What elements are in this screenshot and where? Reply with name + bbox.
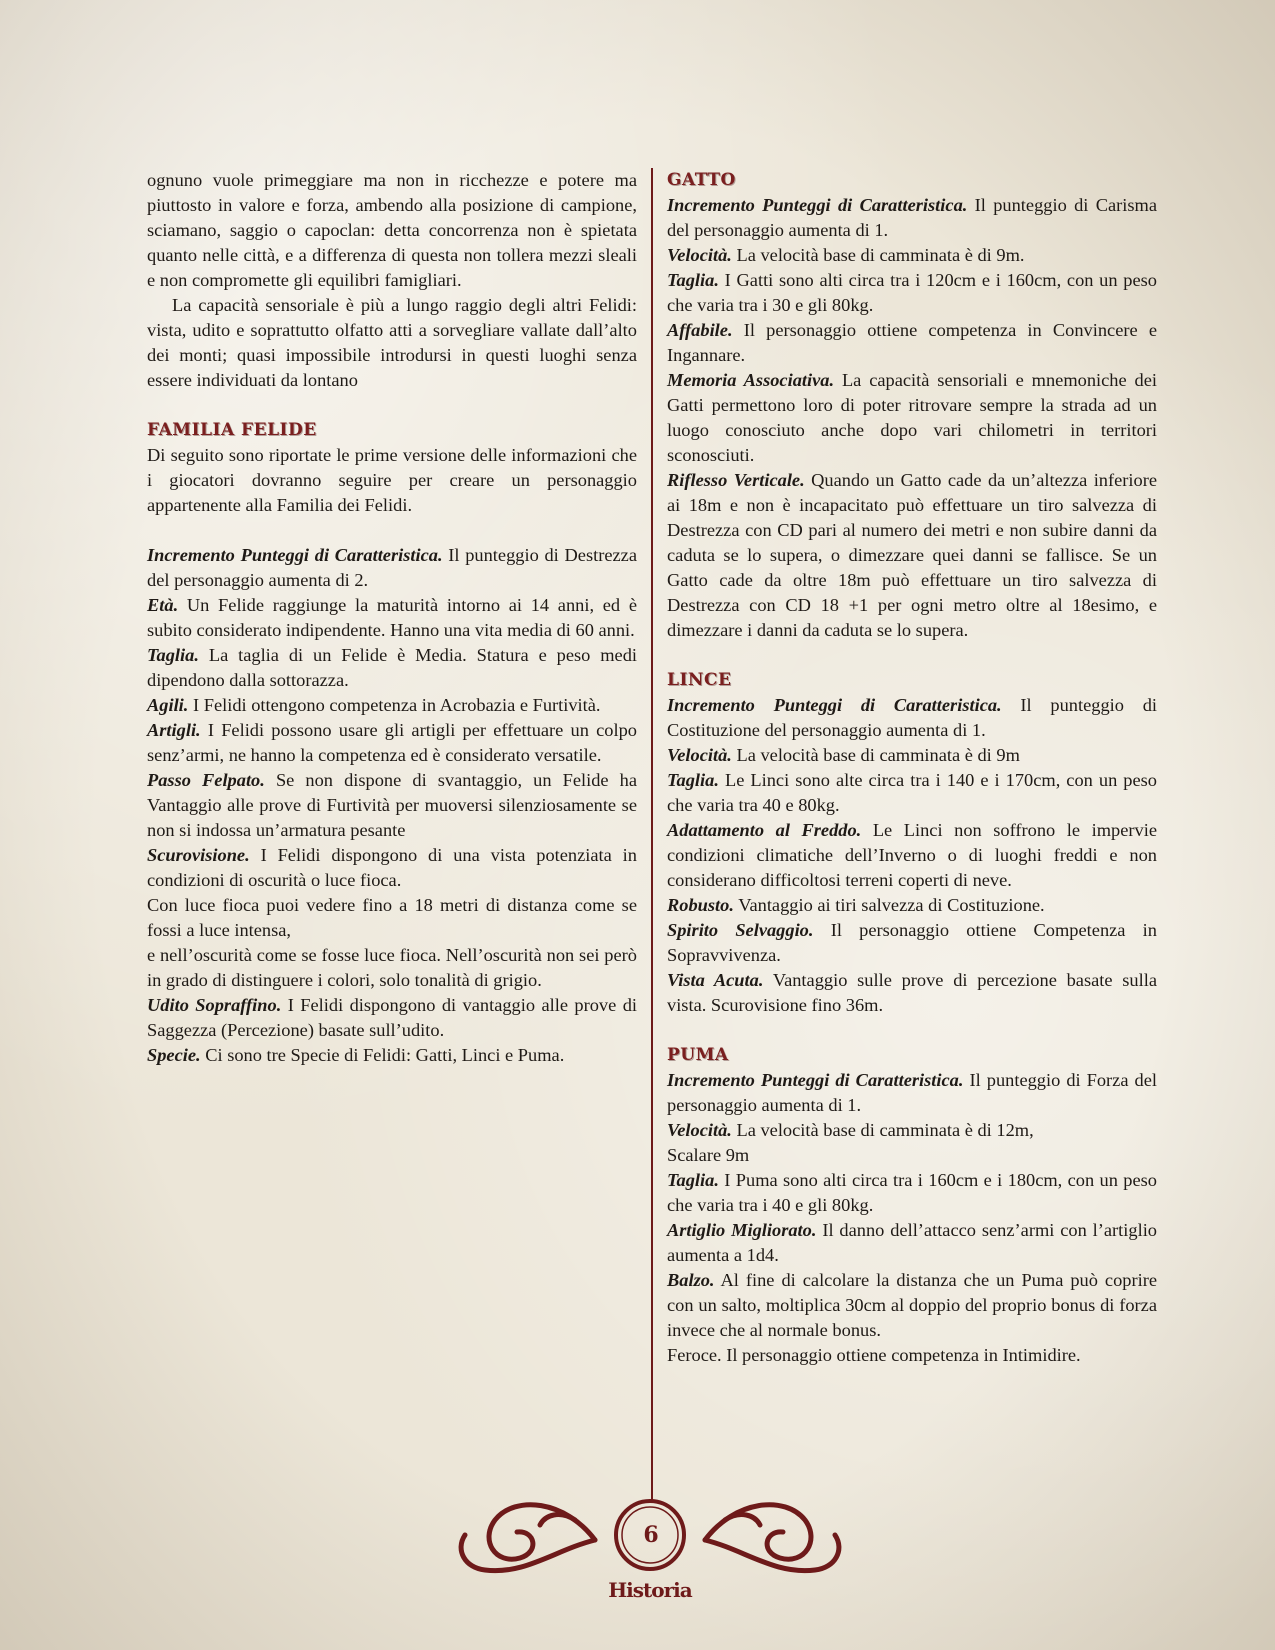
trait-term: Taglia. [147, 645, 199, 665]
trait-term: Incremento Punteggi di Caratteristica. [667, 695, 1002, 715]
trait [667, 768, 1157, 818]
trait-text: Se non dispone di svantaggio, un Felide ha Vantaggio alle prove di Furtività per muoversi silenziosamente se non si indossa un’armatura pesante [147, 770, 637, 840]
trait [667, 818, 1157, 893]
trait [667, 193, 1157, 243]
trait-text: Le Linci sono alte circa tra i 140 e i 170cm, con un peso che varia tra 40 e 80kg. [667, 770, 1157, 815]
section-heading-familia-felide: FAMILIA FELIDE [147, 420, 317, 440]
trait-text: Il personaggio ottiene competenza in Convincere e Ingannare. [667, 320, 1157, 365]
paragraph: ognuno vuole primeggiare ma non in ricchezze e potere ma piuttosto in valore e forza, ambendo alla posizione di campione, sciamano, saggio o capoclan: detta concorrenza non è spietata quanto nelle città, e a differenza di questa non tollera mezzi sleali e non compromette gli equilibri famigliari. [147, 170, 637, 290]
trait [667, 468, 1157, 643]
trait [147, 718, 637, 768]
page-number: 6 [643, 1522, 659, 1548]
trait-text: Al fine di calcolare la distanza che un Puma può coprire con un salto, moltiplica 30cm al doppio del proprio bonus di forza invece che al normale bonus. [667, 1270, 1157, 1340]
trait-term: Taglia. [667, 1170, 719, 1190]
plain-line: Feroce. Il personaggio ottiene competenza in Intimidire. [667, 1345, 1081, 1365]
trait-term: Passo Felpato. [147, 770, 265, 790]
trait [667, 1168, 1157, 1218]
trait-term: Affabile. [667, 320, 733, 340]
intro-paragraph: Di seguito sono riportate le prime versione delle informazioni che i giocatori dovranno seguire per creare un personaggio appartenente alla Familia dei Felidi. [147, 445, 637, 515]
trait-term: Artiglio Migliorato. [667, 1220, 817, 1240]
plain-line: Scalare 9m [667, 1145, 750, 1165]
trait-term: Balzo. [667, 1270, 715, 1290]
trait-text: I Gatti sono alti circa tra i 120cm e i 160cm, con un peso che varia tra i 30 e gli 80kg. [667, 270, 1157, 315]
trait [147, 843, 637, 893]
trait-term: Memoria Associativa. [667, 370, 835, 390]
trait-text: Ci sono tre Specie di Felidi: Gatti, Linci e Puma. [200, 1045, 565, 1065]
trait-text: I Puma sono alti circa tra i 160cm e i 180cm, con un peso che varia tra i 40 e gli 80kg. [667, 1170, 1157, 1215]
trait-text: Quando un Gatto cade da un’altezza inferiore ai 18m e non è incapacitato può effettuare un tiro salvezza di Destrezza con CD pari al numero dei metri e non subire danni da caduta se lo supera, o dimezzare quei danni se fallisce. Se un Gatto cade da oltre 18m può effettuare un tiro salvezza di Destrezza con CD 18 +1 per ogni metro oltre al 18esimo, e dimezzare i danni da caduta se lo supera. [667, 470, 1157, 640]
trait-term: Velocità. [667, 245, 732, 265]
section-heading-gatto: GATTO [667, 170, 736, 190]
trait [147, 993, 637, 1043]
trait-term: Scurovisione. [147, 845, 250, 865]
left-column [147, 168, 637, 1068]
trait-text: Un Felide raggiunge la maturità intorno ai 14 anni, ed è subito considerato indipendente. Hanno una vita media di 60 anni. [147, 595, 637, 640]
trait-text: Il danno dell’attacco senz’armi con l’artiglio aumenta a 1d4. [667, 1220, 1157, 1265]
trait [147, 643, 637, 693]
trait-term: Udito Sopraffino. [147, 995, 282, 1015]
trait [147, 1043, 637, 1068]
trait-text: I Felidi dispongono di una vista potenziata in condizioni di oscurità o luce fioca. [147, 845, 637, 890]
trait-term: Adattamento al Freddo. [667, 820, 862, 840]
trait-term: Taglia. [667, 770, 719, 790]
trait [667, 743, 1157, 768]
trait-term: Taglia. [667, 270, 719, 290]
trait [147, 693, 637, 718]
trait [667, 893, 1157, 918]
trait-text: La velocità base di camminata è di 9m [731, 745, 1020, 765]
publisher-logo: Historia [608, 1578, 692, 1602]
trait-term: Spirito Selvaggio. [667, 920, 814, 940]
trait-text: La velocità base di camminata è di 9m. [731, 245, 1025, 265]
trait [667, 1268, 1157, 1343]
trait-term: Specie. [147, 1045, 201, 1065]
trait-term: Velocità. [667, 745, 732, 765]
trait-term: Incremento Punteggi di Caratteristica. [147, 545, 443, 565]
trait [147, 768, 637, 843]
trait [667, 268, 1157, 318]
trait-term: Agili. [147, 695, 189, 715]
trait-term: Artigli. [147, 720, 201, 740]
trait-term: Età. [147, 595, 179, 615]
plain-line: Con luce fioca puoi vedere fino a 18 metri di distanza come se fossi a luce intensa, [147, 895, 637, 940]
trait-text: Il punteggio di Carisma del personaggio aumenta di 1. [667, 195, 1157, 240]
trait [667, 243, 1157, 268]
trait-term: Vista Acuta. [667, 970, 764, 990]
trait [667, 918, 1157, 968]
trait [667, 1218, 1157, 1268]
trait-term: Riflesso Verticale. [667, 470, 805, 490]
trait-term: Incremento Punteggi di Caratteristica. [667, 195, 968, 215]
paragraph: La capacità sensoriale è più a lungo raggio degli altri Felidi: vista, udito e soprattutto olfatto atti a sorvegliare vallate dall’alto dei monti; quasi impossibile introdursi in questi luoghi senza essere individuati da lontano [147, 295, 637, 390]
trait-term: Incremento Punteggi di Caratteristica. [667, 1070, 964, 1090]
section-heading-lince: LINCE [667, 670, 732, 690]
right-column [667, 168, 1157, 1368]
trait-text: Il punteggio di Destrezza del personaggio aumenta di 2. [147, 545, 637, 590]
trait-text: Il punteggio di Costituzione del personaggio aumenta di 1. [667, 695, 1157, 740]
section-heading-puma: PUMA [667, 1045, 729, 1065]
trait [667, 318, 1157, 368]
trait-term: Velocità. [667, 1120, 732, 1140]
trait-text: La capacità sensoriali e mnemoniche dei Gatti permettono loro di poter ritrovare sempre la strada ad un luogo conosciuto anche dopo vari chilometri in territori sconosciuti. [667, 370, 1157, 465]
traits-list [147, 543, 637, 1068]
trait-text: I Felidi possono usare gli artigli per effettuare un colpo senz’armi, ne hanno la competenza ed è considerato versatile. [147, 720, 637, 765]
trait-text: Il personaggio ottiene Competenza in Sopravvivenza. [667, 920, 1157, 965]
plain-line: e nell’oscurità come se fosse luce fioca. Nell’oscurità non sei però in grado di distinguere i colori, solo tonalità di grigio. [147, 945, 637, 990]
trait [667, 368, 1157, 468]
trait-term: Robusto. [667, 895, 734, 915]
trait-text: Vantaggio ai tiri salvezza di Costituzione. [733, 895, 1045, 915]
trait [147, 543, 637, 593]
trait [667, 1068, 1157, 1118]
trait [667, 693, 1157, 743]
column-divider [651, 168, 653, 1500]
trait-text: La taglia di un Felide è Media. Statura e peso medi dipendono dalla sottorazza. [147, 645, 637, 690]
trait-text: Le Linci non soffrono le impervie condizioni climatiche dell’Inverno o di luoghi freddi e non considerano difficoltosi terreni coperti di neve. [667, 820, 1158, 890]
trait [147, 593, 637, 643]
trait-text: Vantaggio sulle prove di percezione basate sulla vista. Scurovisione fino 36m. [667, 970, 1157, 1015]
trait-text: I Felidi ottengono competenza in Acrobazia e Furtività. [188, 695, 601, 715]
trait [667, 968, 1157, 1018]
trait-text: I Felidi dispongono di vantaggio alle prove di Saggezza (Percezione) basate sull’udito. [147, 995, 637, 1040]
trait-text: La velocità base di camminata è di 12m, [731, 1120, 1034, 1140]
trait [667, 1118, 1157, 1143]
trait-text: Il punteggio di Forza del personaggio aumenta di 1. [667, 1070, 1157, 1115]
